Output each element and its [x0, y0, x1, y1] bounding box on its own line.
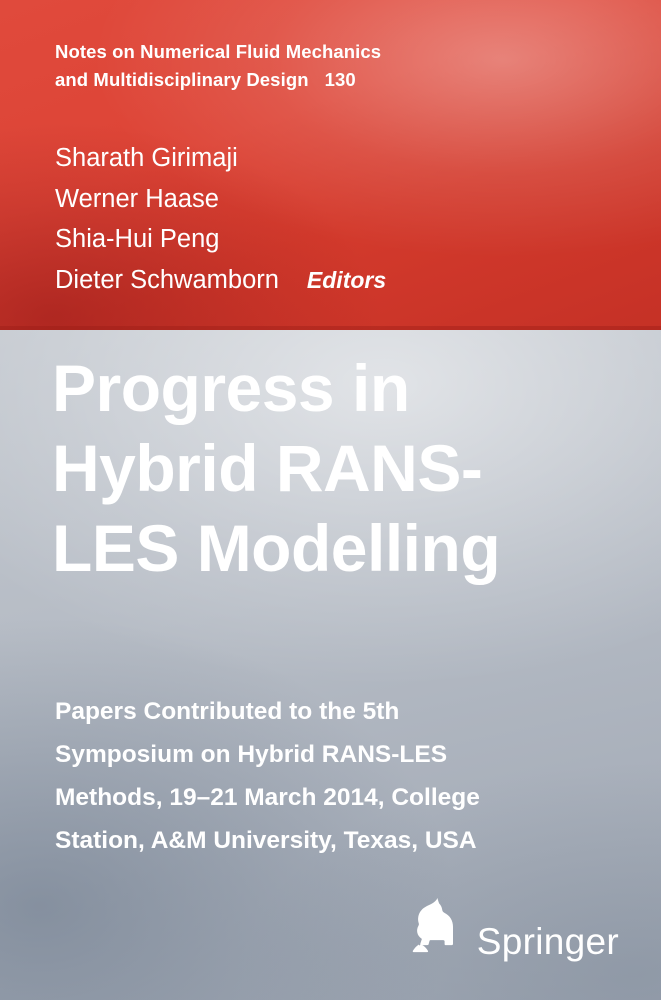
springer-horse-logo-icon	[407, 896, 465, 962]
book-title-line1: Progress in	[52, 351, 410, 425]
book-subtitle-line2: Symposium on Hybrid RANS-LES	[55, 741, 448, 768]
editors-role-label: Editors	[306, 266, 387, 293]
cover-body	[0, 330, 661, 1000]
series-title-line2: and Multidisciplinary Design	[55, 69, 309, 90]
editor-name: Werner Haase	[55, 184, 219, 213]
book-subtitle	[55, 690, 595, 862]
book-subtitle-line4: Station, A&M University, Texas, USA	[55, 827, 477, 854]
series-title	[55, 38, 615, 94]
editor-name: Shia-Hui Peng	[55, 225, 220, 253]
cover-top-band	[0, 0, 661, 330]
editor-name-with-role	[55, 260, 625, 301]
editor-name: Sharath Girimaji	[55, 144, 238, 172]
book-subtitle-line3: Methods, 19–21 March 2014, College	[55, 784, 480, 811]
series-number: 130	[324, 69, 356, 90]
book-title-line2: Hybrid RANS-	[52, 431, 483, 505]
book-title-line3: LES Modelling	[52, 511, 501, 585]
publisher-logo	[407, 896, 619, 962]
series-title-line1: Notes on Numerical Fluid Mechanics	[55, 41, 382, 62]
editor-list	[55, 138, 625, 300]
editor-name: Dieter Schwamborn	[55, 265, 279, 294]
publisher-name: Springer	[476, 921, 619, 962]
book-title	[52, 348, 632, 588]
book-subtitle-line1: Papers Contributed to the 5th	[55, 698, 400, 725]
